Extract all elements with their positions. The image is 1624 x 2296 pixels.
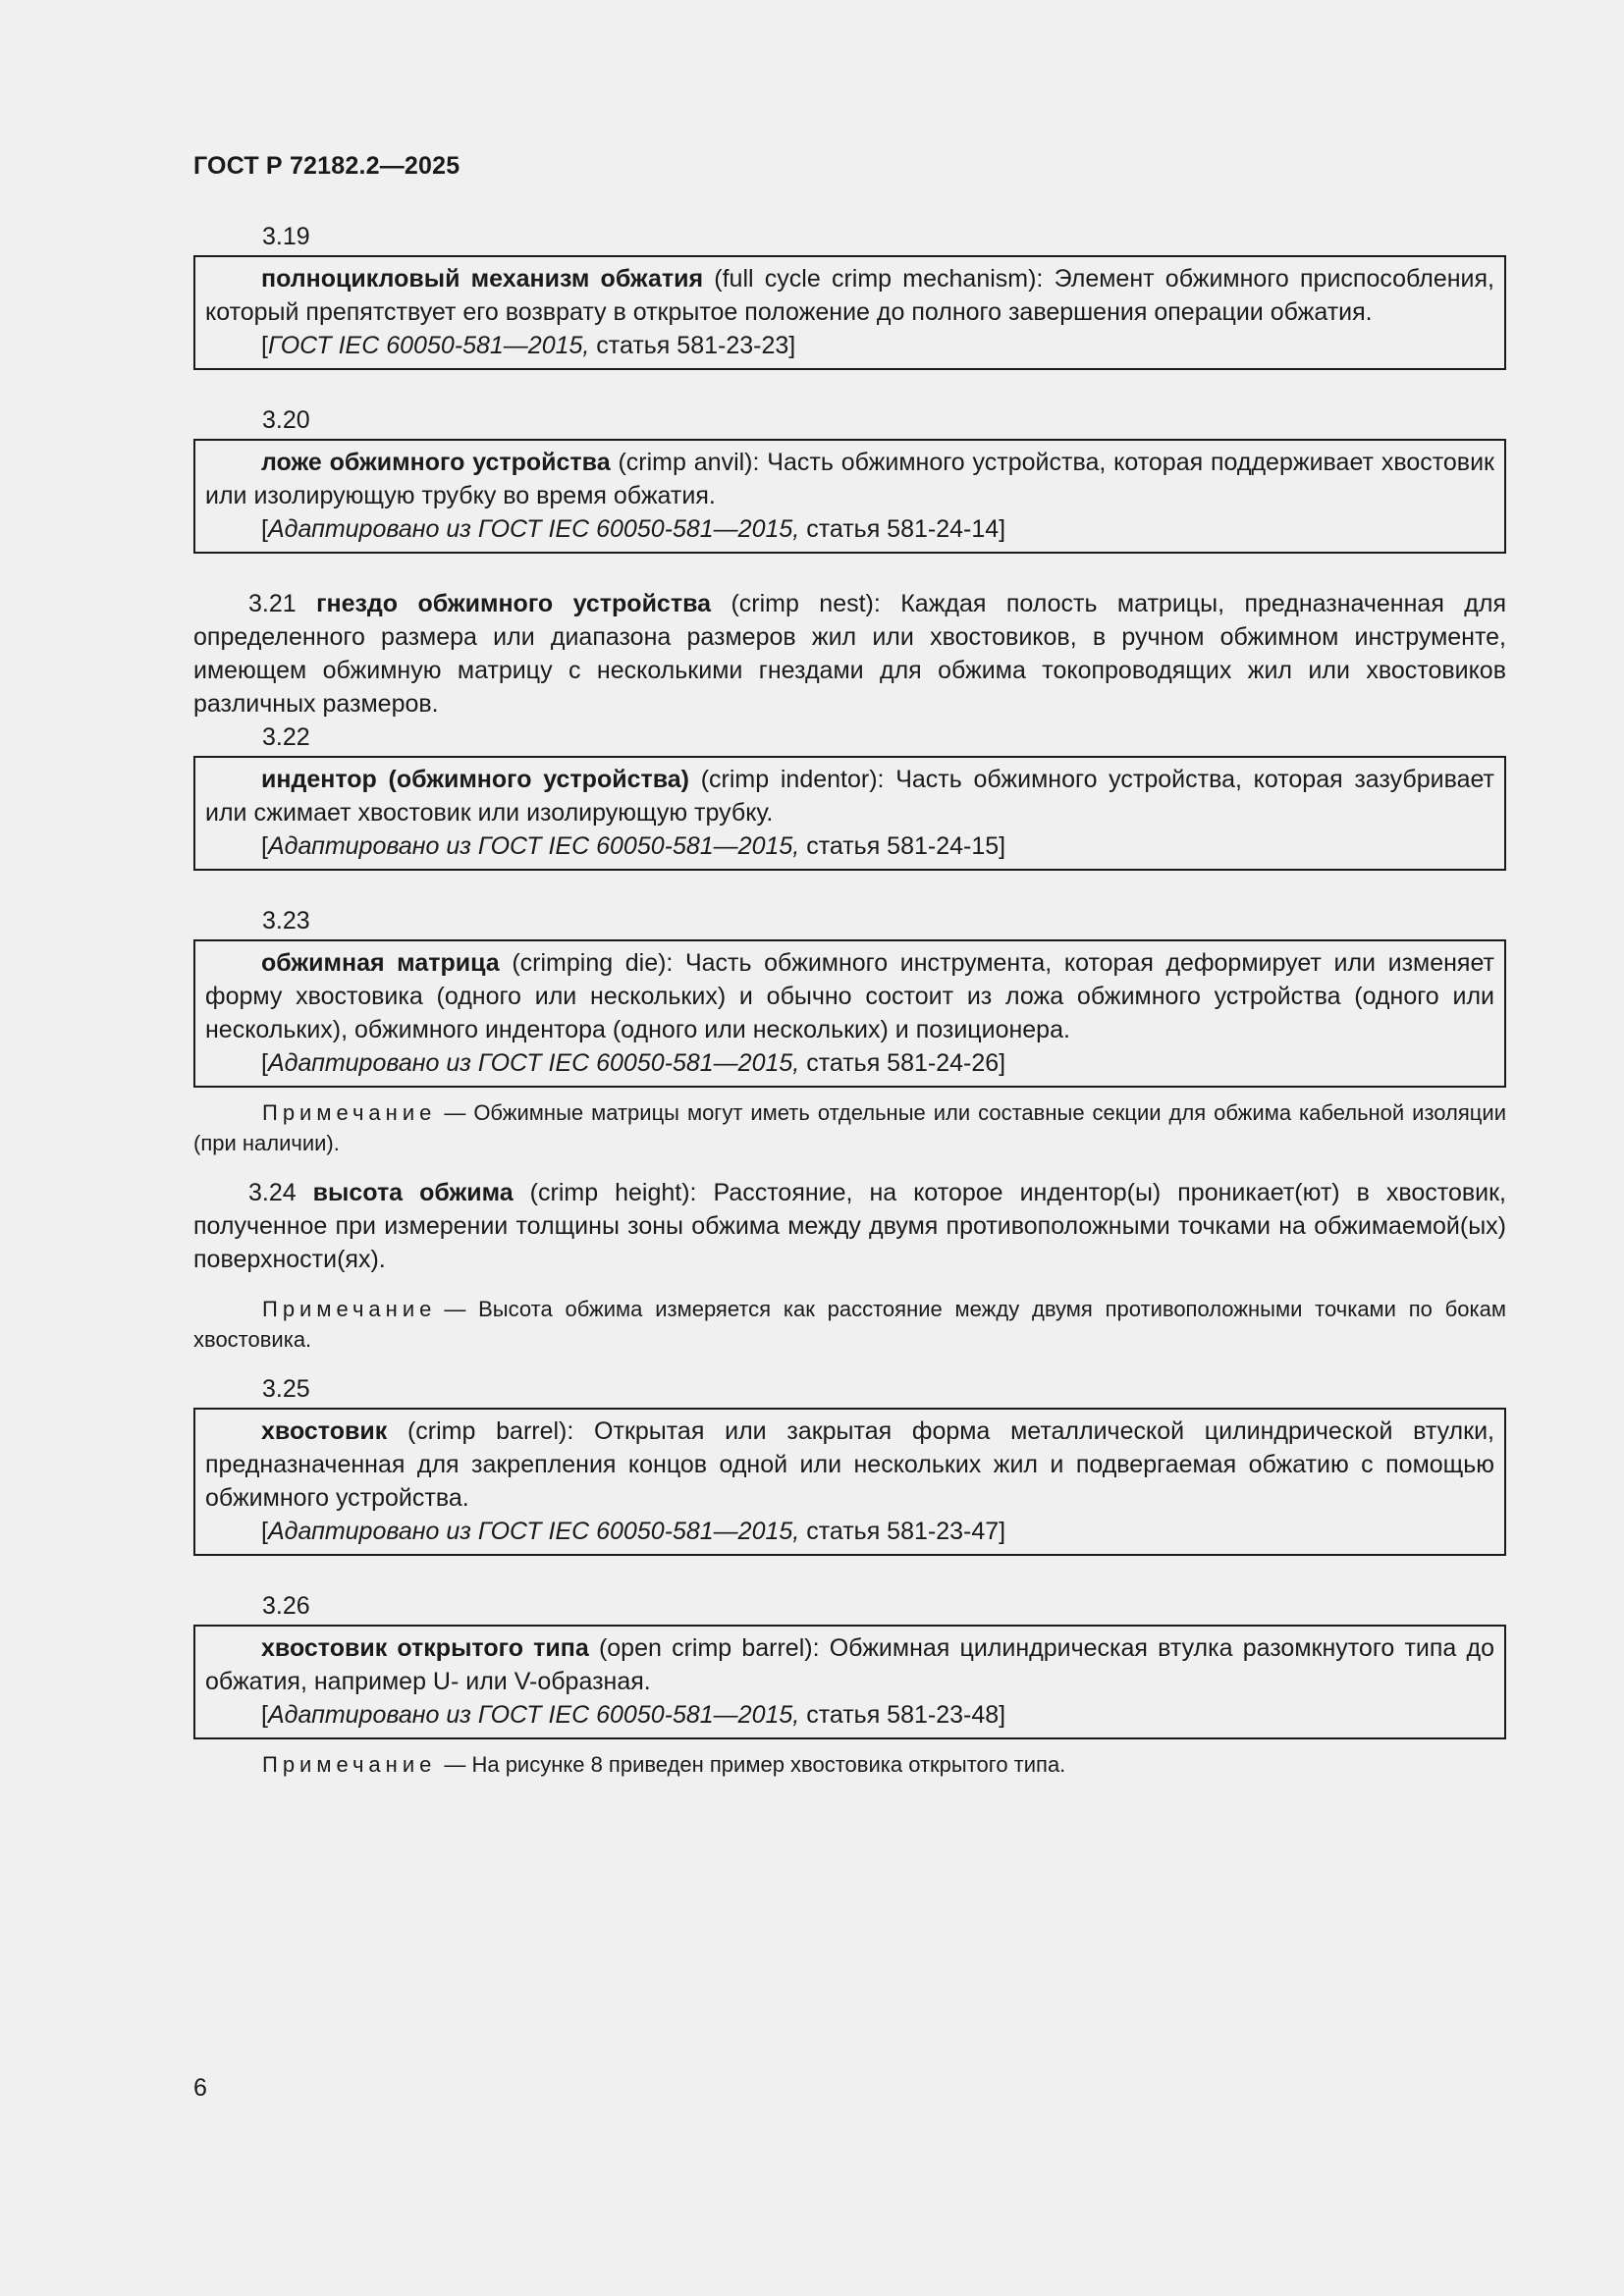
note-label: Примечание — [262, 1752, 437, 1777]
term-number: 3.22 — [262, 723, 310, 751]
source-bracket: [ — [261, 832, 268, 860]
term-number: 3.21 — [248, 590, 317, 617]
source-bracket: [ — [261, 332, 268, 359]
term-source — [205, 1515, 1494, 1548]
term-title: ложе обжимного устройства — [261, 449, 611, 476]
source-article: статья 581-23-48] — [799, 1701, 1006, 1729]
term-definition — [205, 446, 1494, 512]
source-document: Адаптировано из ГОСТ IEC 60050-581—2015, — [267, 1049, 800, 1077]
term-note — [193, 1294, 1506, 1355]
definition-text: (crimp anvil): Часть обжимного устройства, которая поддерживает хвостовик или изолирующую трубку во время обжатия. — [205, 449, 1494, 509]
term-box-3-19 — [193, 255, 1506, 370]
definition-text: (crimping die): Часть обжимного инструмента, которая деформирует или изменяет форму хвостовика (одного или нескольких) и обычно состоит из ложа обжимного устройства (одного или нескольких), обжимного индентора (одного или нескольких) и позиционера. — [205, 949, 1494, 1043]
term-source — [205, 1698, 1494, 1732]
term-note — [193, 1749, 1506, 1780]
term-title: обжимная матрица — [261, 949, 500, 977]
source-article: статья 581-24-15] — [799, 832, 1006, 860]
terms-section — [193, 220, 1506, 1780]
source-bracket: [ — [261, 515, 268, 543]
term-note — [193, 1097, 1506, 1158]
term-title: хвостовик открытого типа — [261, 1634, 589, 1662]
source-article: статья 581-23-23] — [589, 332, 796, 359]
term-number: 3.19 — [262, 223, 310, 250]
source-article: статья 581-23-47] — [799, 1518, 1006, 1545]
term-paragraph-3-21 — [193, 587, 1506, 721]
term-title: хвостовик — [261, 1417, 388, 1445]
term-definition — [205, 946, 1494, 1046]
term-title: индентор (обжимного устройства) — [261, 766, 690, 793]
source-document: Адаптировано из ГОСТ IEC 60050-581—2015, — [267, 832, 800, 860]
term-number: 3.23 — [262, 907, 310, 934]
term-definition — [205, 262, 1494, 329]
term-source — [205, 829, 1494, 863]
definition-text: (crimp height): Расстояние, на которое индентор(ы) проникает(ют) в хвостовик, полученное при измерении толщины зоны обжима между двумя противоположными точками на обжимаемой(ых) поверхности(ях). — [193, 1179, 1506, 1273]
term-title: гнездо обжимного устройства — [316, 590, 712, 617]
term-number: 3.25 — [262, 1375, 310, 1403]
term-box-3-26 — [193, 1625, 1506, 1739]
term-definition — [205, 763, 1494, 829]
term-paragraph-3-24 — [193, 1176, 1506, 1276]
note-text: — Обжимные матрицы могут иметь отдельные или составные секции для обжима кабельной изоляции (при наличии). — [193, 1100, 1506, 1155]
source-article: статья 581-24-26] — [799, 1049, 1006, 1077]
note-label: Примечание — [262, 1297, 437, 1321]
term-number: 3.20 — [262, 406, 310, 434]
source-document: Адаптировано из ГОСТ IEC 60050-581—2015, — [267, 1701, 800, 1729]
term-box-3-20 — [193, 439, 1506, 554]
definition-text: (open crimp barrel): Обжимная цилиндрическая втулка разомкнутого типа до обжатия, например U- или V-образная. — [205, 1634, 1495, 1695]
term-title: высота обжима — [312, 1179, 514, 1206]
term-definition — [205, 1631, 1494, 1698]
term-title: полноцикловый механизм обжатия — [261, 265, 704, 293]
term-box-3-23 — [193, 939, 1506, 1088]
document-header: ГОСТ Р 72182.2—2025 — [193, 152, 460, 180]
source-document: ГОСТ IEC 60050-581—2015, — [267, 332, 590, 359]
definition-text: (full cycle crimp mechanism): Элемент обжимного приспособления, который препятствует его возврату в открытое положение до полного завершения операции обжатия. — [205, 265, 1494, 326]
term-source — [205, 512, 1494, 546]
term-number: 3.24 — [248, 1179, 313, 1206]
definition-text: (crimp barrel): Открытая или закрытая форма металлической цилиндрической втулки, предназначенная для закрепления концов одной или нескольких жил и подвергаемая обжатию с помощью обжимного устройства. — [205, 1417, 1494, 1512]
source-article: статья 581-24-14] — [799, 515, 1006, 543]
term-box-3-22 — [193, 756, 1506, 871]
source-bracket: [ — [261, 1701, 268, 1729]
definition-text: (crimp nest): Каждая полость матрицы, предназначенная для определенного размера или диапазона размеров жил или хвостовиков, в ручном обжимном инструменте, имеющем обжимную матрицу с несколькими гнездами для обжима токопроводящих жил или хвостовиков различных размеров. — [193, 590, 1506, 718]
source-bracket: [ — [261, 1518, 268, 1545]
source-document: Адаптировано из ГОСТ IEC 60050-581—2015, — [267, 1518, 800, 1545]
note-label: Примечание — [262, 1100, 437, 1125]
term-source — [205, 329, 1494, 362]
note-text: — Высота обжима измеряется как расстояние между двумя противоположными точками по бокам хвостовика. — [193, 1297, 1506, 1352]
term-source — [205, 1046, 1494, 1080]
source-document: Адаптировано из ГОСТ IEC 60050-581—2015, — [267, 515, 800, 543]
term-definition — [205, 1415, 1494, 1515]
page-number: 6 — [193, 2074, 207, 2102]
term-box-3-25 — [193, 1408, 1506, 1556]
term-number: 3.26 — [262, 1592, 310, 1620]
definition-text: (crimp indentor): Часть обжимного устройства, которая зазубривает или сжимает хвостовик или изолирующую трубку. — [205, 766, 1495, 827]
note-text: — На рисунке 8 приведен пример хвостовика открытого типа. — [444, 1752, 1066, 1777]
source-bracket: [ — [261, 1049, 268, 1077]
